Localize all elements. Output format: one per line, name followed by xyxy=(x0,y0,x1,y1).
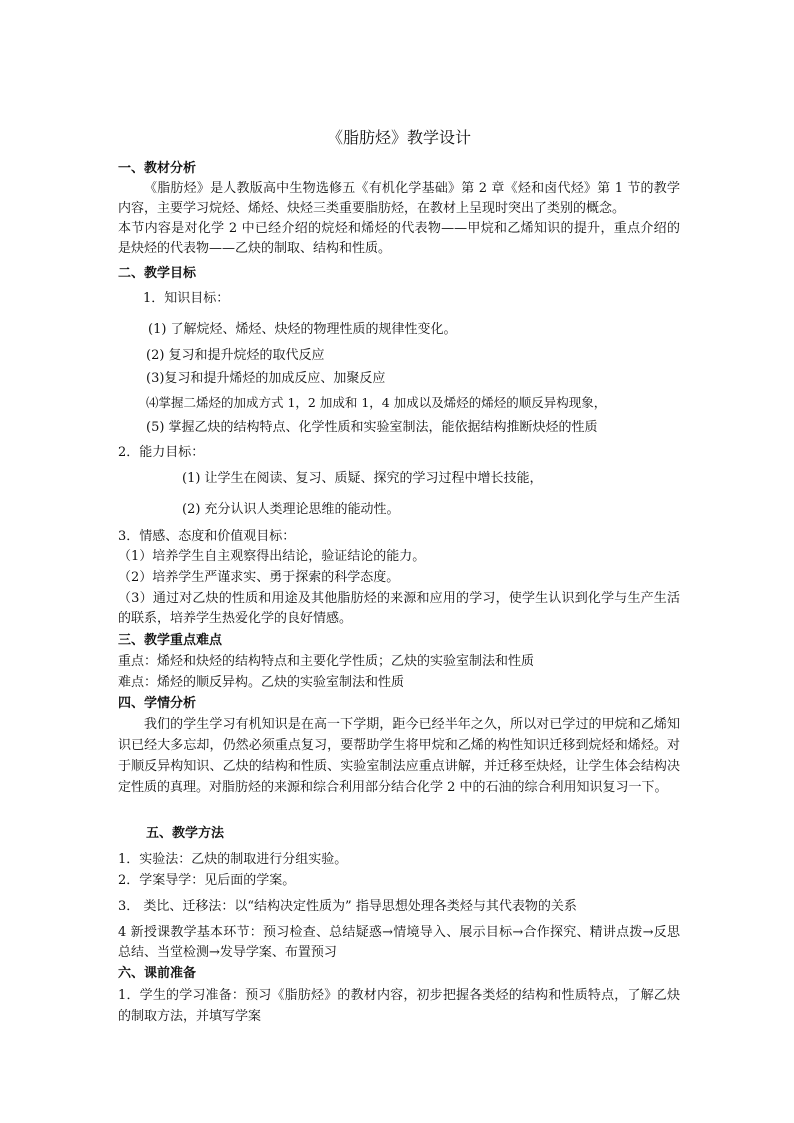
emotion-goal-item: （1）培养学生自主观察得出结论，验证结论的能力。 xyxy=(118,549,426,564)
teaching-method-item: 4 新授课教学基本环节：预习检查、总结疑惑→情境导入、展示目标→合作探究、精讲点拨→反思总结、当堂检测→发导学案、布置预习 xyxy=(118,925,680,960)
paragraph-textbook-analysis-2: 本节内容是对化学 2 中已经介绍的烷烃和烯烃的代表物——甲烷和乙烯知识的提升，重点介绍的是炔烃的代表物——乙炔的制取、结构和性质。 xyxy=(118,221,680,256)
document-title: 《脂肪烃》教学设计 xyxy=(326,128,471,147)
emotion-goal-item: （3）通过对乙炔的性质和用途及其他脂肪烃的来源和应用的学习，使学生认识到化学与生产生活的联系，培养学生热爱化学的良好情感。 xyxy=(118,591,680,626)
key-points-text: 重点：烯烃和炔烃的结构特点和主要化学性质；乙炔的实验室制法和性质 xyxy=(118,654,535,669)
difficult-points-text: 难点：烯烃的顺反异构。乙炔的实验室制法和性质 xyxy=(118,675,405,690)
section-heading-student-analysis: 四、学情分析 xyxy=(118,696,197,711)
section-heading-preparation: 六、课前准备 xyxy=(118,966,197,981)
teaching-method-item: 3． 类比、迁移法：以“结构决定性质为” 指导思想处理各类烃与其代表物的关系 xyxy=(118,899,577,914)
paragraph-textbook-analysis-1: 《脂肪烃》是人教版高中生物选修五《有机化学基础》第 2 章《烃和卤代烃》第 1 节的教学内容，主要学习烷烃、烯烃、炔烃三类重要脂肪烃，在教材上呈现时突出了类别的概念。 xyxy=(118,181,680,216)
section-heading-teaching-methods: 五、教学方法 xyxy=(146,826,225,841)
ability-goal-item: (2) 充分认识人类理论思维的能动性。 xyxy=(182,502,400,517)
section-heading-key-difficult: 三、教学重点难点 xyxy=(118,633,223,648)
ability-goal-item: (1) 让学生在阅读、复习、质疑、探究的学习过程中增长技能， xyxy=(182,471,543,486)
section-heading-textbook-analysis: 一、教材分析 xyxy=(118,161,197,176)
knowledge-goal-item: (1) 了解烷烃、烯烃、炔烃的物理性质的规律性变化。 xyxy=(148,322,457,337)
preparation-item: 1．学生的学习准备：预习《脂肪烃》的教材内容，初步把握各类烃的结构和性质特点，了解乙炔的制取方法，并填写学案 xyxy=(118,988,680,1024)
teaching-method-item: 2．学案导学：见后面的学案。 xyxy=(118,873,296,888)
ability-goals-label: 2．能力目标： xyxy=(118,445,205,460)
emotion-goals-label: 3．情感、态度和价值观目标： xyxy=(118,529,296,544)
knowledge-goals-label: 1．知识目标： xyxy=(143,291,230,306)
paragraph-student-analysis: 我们的学生学习有机知识是在高一下学期，距今已经半年之久，所以对已学过的甲烷和乙烯知识已经大多忘却，仍然必须重点复习，要帮助学生将甲烷和乙烯的构性知识迁移到烷烃和烯烃。对于顺反异构知识、乙炔的结构和性质、实验室制法应重点讲解，并迁移至炔烃，让学生体会结构决定性质的真理。对脂肪烃的来源和综合利用部分结合化学 2 中的石油的综合利用知识复习一下。 xyxy=(118,717,680,795)
knowledge-goal-item: (2) 复习和提升烷烃的取代反应 xyxy=(146,348,325,363)
knowledge-goal-item: ⑷掌握二烯烃的加成方式 1，2 加成和 1，4 加成以及烯烃的烯烃的顺反异构现象， xyxy=(146,395,607,410)
section-heading-teaching-goals: 二、教学目标 xyxy=(118,266,197,281)
knowledge-goal-item: (5) 掌握乙炔的结构特点、化学性质和实验室制法，能依据结构推断炔烃的性质 xyxy=(146,420,598,435)
emotion-goal-item: （2）培养学生严谨求实、勇于探索的科学态度。 xyxy=(118,570,400,585)
knowledge-goal-item: (3)复习和提升烯烃的加成反应、加聚反应 xyxy=(146,371,386,386)
teaching-method-item: 1．实验法：乙炔的制取进行分组实验。 xyxy=(118,852,348,867)
